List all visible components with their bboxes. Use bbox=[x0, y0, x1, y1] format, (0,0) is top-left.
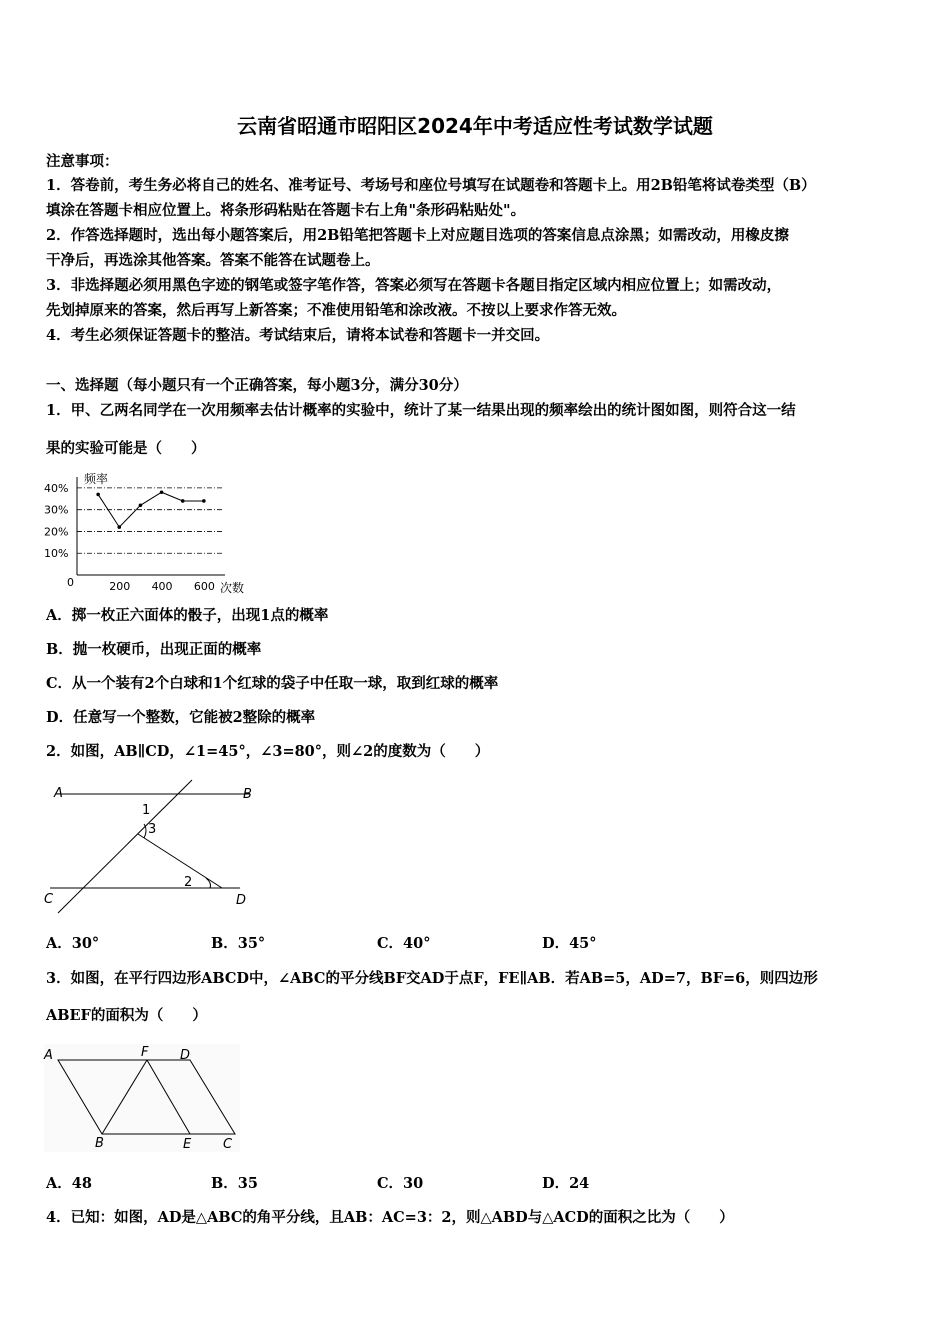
label-a: A bbox=[44, 1048, 53, 1063]
notice-line: 填涂在答题卡相应位置上。将条形码粘贴在答题卡右上角"条形码粘贴处"。 bbox=[46, 202, 526, 219]
label-f: F bbox=[141, 1045, 149, 1060]
q2-option-a[interactable]: A．30° bbox=[46, 935, 100, 952]
angle-label-1: 1 bbox=[142, 803, 151, 818]
q2-option-c[interactable]: C．40° bbox=[377, 935, 431, 952]
label-e: E bbox=[183, 1137, 192, 1152]
q2-option-b[interactable]: B．35° bbox=[211, 935, 266, 952]
data-point bbox=[139, 504, 143, 508]
y-tick-label: 20% bbox=[44, 525, 69, 539]
q3-option-c[interactable]: C．30 bbox=[377, 1175, 424, 1192]
label-b: B bbox=[243, 787, 252, 802]
segment-to-d bbox=[138, 834, 222, 888]
label-c: C bbox=[223, 1137, 233, 1152]
label-d: D bbox=[180, 1048, 191, 1063]
x-tick-label: 200 bbox=[109, 580, 131, 593]
q1-option-a[interactable]: A．掷一枚正六面体的骰子，出现1点的概率 bbox=[46, 607, 329, 624]
notice-line: 先划掉原来的答案，然后再写上新答案；不准使用铅笔和涂改液。不按以上要求作答无效。 bbox=[46, 302, 626, 319]
origin-label: 0 bbox=[67, 576, 74, 589]
notice-line: 4．考生必须保证答题卡的整洁。考试结束后，请将本试卷和答题卡一并交回。 bbox=[46, 327, 550, 344]
q1-option-c[interactable]: C．从一个装有2个白球和1个红球的袋子中任取一球，取到红球的概率 bbox=[46, 675, 499, 692]
data-point bbox=[96, 493, 100, 497]
angle-label-2: 2 bbox=[184, 875, 193, 890]
question-1-line1: 1．甲、乙两名同学在一次用频率去估计概率的实验中，统计了某一结果出现的频率绘出的统计图如图，则符合这一结 bbox=[46, 402, 796, 419]
page-title: 云南省昭通市昭阳区2024年中考适应性考试数学试题 bbox=[237, 114, 713, 138]
q3-option-b[interactable]: B．35 bbox=[211, 1175, 258, 1192]
notice-heading: 注意事项： bbox=[46, 153, 119, 170]
chart-gridlines bbox=[77, 488, 222, 553]
angle-label-3: 3 bbox=[148, 822, 157, 837]
q2-figure bbox=[40, 778, 260, 918]
data-point bbox=[181, 499, 185, 503]
transversal bbox=[58, 780, 192, 913]
question-2-stem: 2．如图，AB∥CD，∠1=45°，∠3=80°，则∠2的度数为（ ） bbox=[46, 743, 490, 760]
q1-option-d[interactable]: D．任意写一个整数，它能被2整除的概率 bbox=[46, 709, 316, 726]
label-a: A bbox=[54, 786, 63, 801]
q3-figure bbox=[40, 1042, 245, 1157]
question-3-line2: ABEF的面积为（ ） bbox=[46, 1007, 207, 1024]
question-3-line1: 3．如图，在平行四边形ABCD中，∠ABC的平分线BF交AD于点F，FE∥AB．若AB=5，AD=7，BF=6，则四边形 bbox=[46, 970, 818, 987]
section-heading: 一、选择题（每小题只有一个正确答案，每小题3分，满分30分） bbox=[46, 377, 468, 394]
label-d: D bbox=[236, 893, 247, 908]
angle-arc-2 bbox=[206, 878, 211, 888]
y-tick-label: 10% bbox=[44, 547, 69, 561]
data-point bbox=[202, 499, 206, 503]
q3-option-d[interactable]: D．24 bbox=[542, 1175, 590, 1192]
data-point bbox=[117, 525, 121, 529]
notice-line: 1．答卷前，考生务必将自己的姓名、准考证号、考场号和座位号填写在试题卷和答题卡上。用2B铅笔将试卷类型（B） bbox=[46, 177, 816, 194]
frequency-chart bbox=[40, 465, 255, 595]
y-tick-label: 40% bbox=[44, 481, 69, 495]
x-tick-label: 400 bbox=[151, 580, 173, 593]
x-tick-label: 600 bbox=[193, 580, 215, 593]
notice-line: 3．非选择题必须用黑色字迹的钢笔或签字笔作答，答案必须写在答题卡各题目指定区域内相应位置上；如需改动， bbox=[46, 277, 782, 294]
y-axis-label: 频率 bbox=[84, 472, 109, 486]
y-tick-label: 30% bbox=[44, 503, 69, 517]
question-4-stem: 4．已知：如图，AD是△ABC的角平分线，且AB：AC=3：2，则△ABD与△ACD的面积之比为（ ） bbox=[46, 1209, 734, 1226]
q2-option-d[interactable]: D．45° bbox=[542, 935, 597, 952]
q1-option-b[interactable]: B．抛一枚硬币，出现正面的概率 bbox=[46, 641, 262, 658]
question-1-line2: 果的实验可能是（ ） bbox=[46, 440, 206, 457]
q3-option-a[interactable]: A．48 bbox=[46, 1175, 92, 1192]
notice-line: 干净后，再选涂其他答案。答案不能答在试题卷上。 bbox=[46, 252, 380, 269]
x-axis-label: 次数 bbox=[220, 581, 245, 595]
data-point bbox=[160, 490, 164, 494]
notice-line: 2．作答选择题时，选出每小题答案后，用2B铅笔把答题卡上对应题目选项的答案信息点涂黑；如需改动，用橡皮擦 bbox=[46, 227, 789, 244]
label-b: B bbox=[95, 1136, 104, 1151]
label-c: C bbox=[44, 892, 54, 907]
